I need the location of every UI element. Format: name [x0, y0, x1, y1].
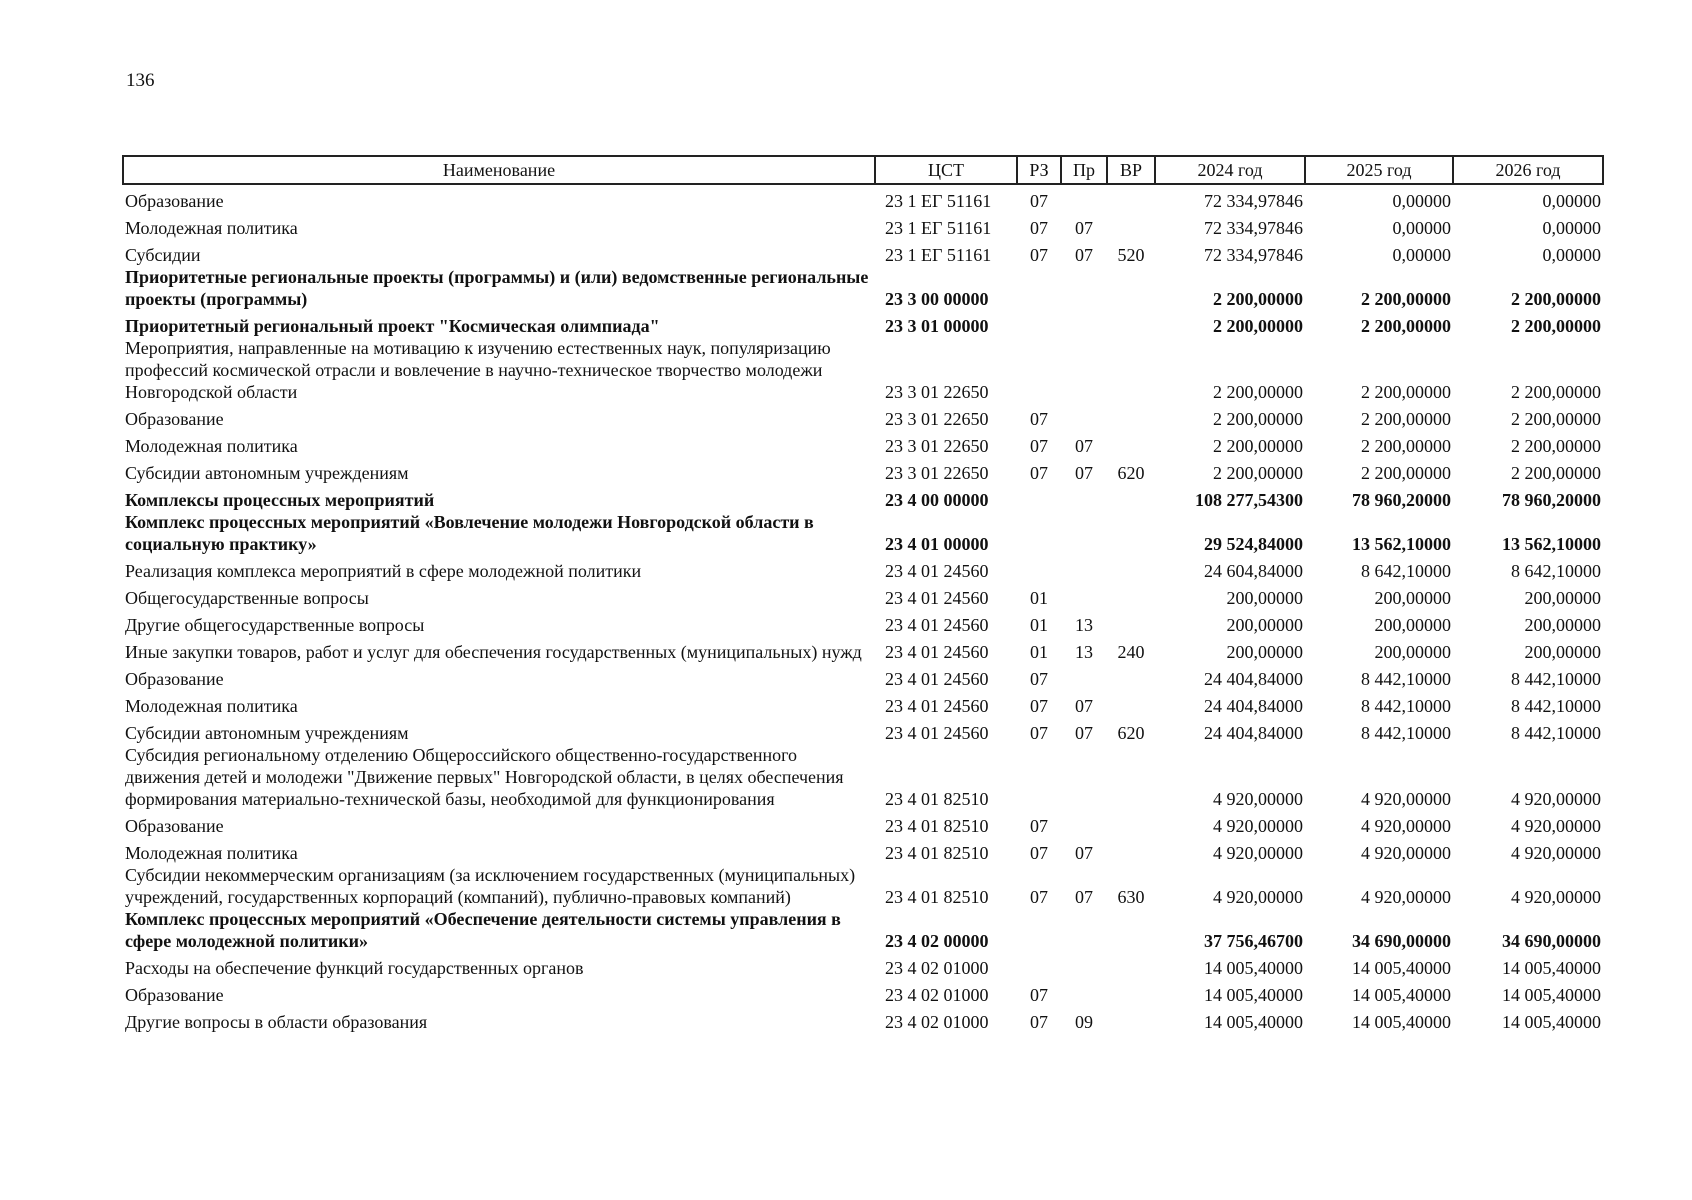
row-vr: [1107, 952, 1155, 979]
row-value-2024: 72 334,97846: [1204, 245, 1303, 265]
row-value-2026: 14 005,40000: [1502, 1012, 1601, 1032]
row-name: Молодежная политика: [125, 696, 298, 716]
row-vr: [1107, 690, 1155, 717]
row-name: Другие общегосударственные вопросы: [125, 615, 425, 635]
row-cst: 23 4 02 00000: [885, 931, 989, 951]
row-pr: [1061, 744, 1107, 810]
row-cst: 23 4 01 24560: [885, 588, 989, 608]
row-value-2026: 8 442,10000: [1511, 669, 1601, 689]
row-value-2025: 4 920,00000: [1361, 789, 1451, 809]
row-cst: 23 4 01 24560: [885, 642, 989, 662]
row-cst: 23 4 01 24560: [885, 696, 989, 716]
row-cst: 23 4 01 82510: [885, 843, 989, 863]
row-value-2026: 2 200,00000: [1511, 316, 1601, 336]
row-name: Реализация комплекса мероприятий в сфере молодежной политики: [125, 561, 642, 581]
header-cst: ЦСТ: [875, 156, 1017, 184]
row-pr: [1061, 511, 1107, 555]
row-value-2025: 0,00000: [1392, 191, 1451, 211]
row-name: Молодежная политика: [125, 843, 298, 863]
row-rz: 07: [1030, 1012, 1048, 1032]
row-value-2024: 4 920,00000: [1213, 816, 1303, 836]
row-pr: 13: [1075, 642, 1093, 662]
row-value-2025: 4 920,00000: [1361, 887, 1451, 907]
table-row: [123, 979, 1603, 1006]
table-row: [123, 212, 1603, 239]
row-pr: [1061, 582, 1107, 609]
table-row: [123, 457, 1603, 484]
row-value-2024: 2 200,00000: [1213, 382, 1303, 402]
table-row: [123, 717, 1603, 744]
row-name: Субсидии некоммерческим организациям (за исключением государственных (муниципальных) учреждений, государственных корпораций (компаний), публично-правовых компаний): [125, 865, 856, 907]
row-pr: 13: [1075, 615, 1093, 635]
row-cst: 23 4 01 24560: [885, 615, 989, 635]
row-name: Приоритетный региональный проект "Космическая олимпиада": [125, 316, 660, 336]
row-value-2024: 72 334,97846: [1204, 218, 1303, 238]
table-row: [123, 837, 1603, 864]
row-cst: 23 1 ЕГ 51161: [885, 218, 992, 238]
header-2026: 2026 год: [1453, 156, 1603, 184]
row-pr: 07: [1075, 436, 1093, 456]
row-rz: [1017, 511, 1061, 555]
row-value-2025: 2 200,00000: [1361, 382, 1451, 402]
row-pr: [1061, 484, 1107, 511]
row-rz: 07: [1030, 843, 1048, 863]
table-header-row: [123, 156, 1603, 184]
row-pr: 07: [1075, 843, 1093, 863]
row-value-2025: 8 442,10000: [1361, 723, 1451, 743]
row-value-2025: 4 920,00000: [1361, 843, 1451, 863]
row-rz: [1017, 744, 1061, 810]
row-cst: 23 3 01 00000: [885, 316, 989, 336]
table-row: [123, 810, 1603, 837]
table-body: [123, 184, 1603, 1033]
table-row: [123, 744, 1603, 810]
row-rz: [1017, 908, 1061, 952]
header-rz: РЗ: [1017, 156, 1061, 184]
row-value-2024: 24 604,84000: [1204, 561, 1303, 581]
row-rz: 07: [1030, 463, 1048, 483]
row-value-2026: 13 562,10000: [1502, 534, 1601, 554]
row-vr: [1107, 609, 1155, 636]
row-vr: [1107, 979, 1155, 1006]
row-value-2024: 200,00000: [1226, 615, 1303, 635]
row-pr: [1061, 310, 1107, 337]
row-value-2025: 78 960,20000: [1352, 490, 1451, 510]
row-name: Мероприятия, направленные на мотивацию к изучению естественных наук, популяризацию профессий космической отрасли и вовлечение в научно-техническое творчество молодежи Новгородской области: [125, 338, 831, 402]
row-rz: 07: [1030, 985, 1048, 1005]
row-pr: 07: [1075, 245, 1093, 265]
row-value-2025: 200,00000: [1374, 615, 1451, 635]
header-pr: Пр: [1061, 156, 1107, 184]
row-vr: 630: [1117, 887, 1145, 907]
page-number: 136: [126, 70, 155, 91]
row-value-2026: 0,00000: [1542, 191, 1601, 211]
table-row: [123, 266, 1603, 310]
row-value-2025: 200,00000: [1374, 642, 1451, 662]
header-2025: 2025 год: [1305, 156, 1453, 184]
row-cst: 23 3 01 22650: [885, 382, 989, 402]
row-value-2024: 4 920,00000: [1213, 887, 1303, 907]
table-row: [123, 239, 1603, 266]
row-cst: 23 3 01 22650: [885, 409, 989, 429]
row-value-2024: 2 200,00000: [1213, 463, 1303, 483]
row-value-2025: 2 200,00000: [1361, 316, 1451, 336]
row-rz: 07: [1030, 436, 1048, 456]
row-pr: [1061, 979, 1107, 1006]
row-vr: [1107, 582, 1155, 609]
row-value-2025: 13 562,10000: [1352, 534, 1451, 554]
row-rz: 07: [1030, 816, 1048, 836]
row-name: Комплекс процессных мероприятий «Вовлечение молодежи Новгородской области в социальную практику»: [125, 512, 814, 554]
row-value-2026: 78 960,20000: [1502, 490, 1601, 510]
row-vr: [1107, 184, 1155, 212]
row-rz: 07: [1030, 723, 1048, 743]
row-pr: 07: [1075, 218, 1093, 238]
row-vr: [1107, 310, 1155, 337]
row-rz: 07: [1030, 696, 1048, 716]
row-value-2026: 4 920,00000: [1511, 887, 1601, 907]
row-cst: 23 4 01 24560: [885, 561, 989, 581]
row-value-2026: 200,00000: [1524, 588, 1601, 608]
row-cst: 23 4 01 82510: [885, 789, 989, 809]
row-vr: [1107, 511, 1155, 555]
row-pr: 09: [1075, 1012, 1093, 1032]
row-pr: 07: [1075, 696, 1093, 716]
row-name: Образование: [125, 669, 224, 689]
row-rz: 07: [1030, 245, 1048, 265]
row-name: Образование: [125, 191, 224, 211]
row-name: Общегосударственные вопросы: [125, 588, 369, 608]
row-value-2026: 34 690,00000: [1502, 931, 1601, 951]
row-value-2026: 4 920,00000: [1511, 816, 1601, 836]
row-value-2025: 4 920,00000: [1361, 816, 1451, 836]
row-vr: [1107, 403, 1155, 430]
row-rz: 07: [1030, 218, 1048, 238]
row-rz: 07: [1030, 409, 1048, 429]
table-row: [123, 864, 1603, 908]
row-vr: [1107, 430, 1155, 457]
row-vr: 620: [1117, 463, 1145, 483]
table-row: [123, 403, 1603, 430]
table-row: [123, 484, 1603, 511]
budget-table: [122, 155, 1604, 1033]
row-name: Другие вопросы в области образования: [125, 1012, 428, 1032]
row-value-2026: 4 920,00000: [1511, 789, 1601, 809]
row-pr: [1061, 810, 1107, 837]
row-cst: 23 4 02 01000: [885, 958, 989, 978]
row-value-2026: 0,00000: [1542, 245, 1601, 265]
row-rz: [1017, 337, 1061, 403]
row-value-2024: 2 200,00000: [1213, 289, 1303, 309]
row-value-2024: 14 005,40000: [1204, 958, 1303, 978]
row-pr: 07: [1075, 463, 1093, 483]
row-value-2026: 8 442,10000: [1511, 723, 1601, 743]
row-vr: 240: [1117, 642, 1145, 662]
row-name: Молодежная политика: [125, 436, 298, 456]
row-vr: [1107, 484, 1155, 511]
row-value-2024: 2 200,00000: [1213, 436, 1303, 456]
row-value-2026: 200,00000: [1524, 615, 1601, 635]
row-value-2026: 14 005,40000: [1502, 985, 1601, 1005]
row-pr: [1061, 952, 1107, 979]
table-row: [123, 555, 1603, 582]
row-pr: [1061, 663, 1107, 690]
row-cst: 23 1 ЕГ 51161: [885, 191, 992, 211]
row-value-2024: 14 005,40000: [1204, 1012, 1303, 1032]
row-cst: 23 4 01 82510: [885, 887, 989, 907]
row-rz: 01: [1030, 615, 1048, 635]
row-value-2026: 2 200,00000: [1511, 289, 1601, 309]
row-pr: [1061, 403, 1107, 430]
row-value-2024: 29 524,84000: [1204, 534, 1303, 554]
row-rz: 07: [1030, 669, 1048, 689]
table-row: [123, 511, 1603, 555]
row-rz: [1017, 310, 1061, 337]
row-value-2025: 8 442,10000: [1361, 696, 1451, 716]
row-pr: [1061, 184, 1107, 212]
row-vr: [1107, 266, 1155, 310]
row-vr: [1107, 337, 1155, 403]
table-row: [123, 582, 1603, 609]
row-pr: 07: [1075, 887, 1093, 907]
header-name: Наименование: [123, 156, 875, 184]
row-value-2025: 0,00000: [1392, 245, 1451, 265]
row-value-2024: 37 756,46700: [1204, 931, 1303, 951]
row-value-2024: 2 200,00000: [1213, 409, 1303, 429]
row-pr: [1061, 266, 1107, 310]
row-value-2024: 24 404,84000: [1204, 696, 1303, 716]
row-value-2025: 2 200,00000: [1361, 463, 1451, 483]
row-value-2024: 200,00000: [1226, 588, 1303, 608]
row-value-2024: 14 005,40000: [1204, 985, 1303, 1005]
row-value-2024: 108 277,54300: [1195, 490, 1303, 510]
table-row: [123, 1006, 1603, 1033]
row-cst: 23 3 01 22650: [885, 463, 989, 483]
row-name: Образование: [125, 816, 224, 836]
row-vr: [1107, 212, 1155, 239]
row-pr: 07: [1075, 723, 1093, 743]
row-name: Субсидии: [125, 245, 201, 265]
row-value-2025: 14 005,40000: [1352, 985, 1451, 1005]
row-rz: 01: [1030, 588, 1048, 608]
row-value-2026: 0,00000: [1542, 218, 1601, 238]
row-value-2024: 4 920,00000: [1213, 789, 1303, 809]
row-vr: [1107, 555, 1155, 582]
row-name: Субсидии автономным учреждениям: [125, 723, 409, 743]
row-name: Молодежная политика: [125, 218, 298, 238]
row-rz: [1017, 484, 1061, 511]
table-row: [123, 636, 1603, 663]
row-name: Субсидии автономным учреждениям: [125, 463, 409, 483]
row-cst: 23 4 01 24560: [885, 723, 989, 743]
row-value-2025: 8 442,10000: [1361, 669, 1451, 689]
row-vr: [1107, 810, 1155, 837]
row-cst: 23 4 02 01000: [885, 985, 989, 1005]
table-row: [123, 430, 1603, 457]
row-cst: 23 3 01 22650: [885, 436, 989, 456]
row-rz: [1017, 952, 1061, 979]
header-2024: 2024 год: [1155, 156, 1305, 184]
row-vr: [1107, 908, 1155, 952]
row-cst: 23 4 02 01000: [885, 1012, 989, 1032]
row-name: Иные закупки товаров, работ и услуг для обеспечения государственных (муниципальных) нужд: [125, 642, 862, 662]
row-value-2025: 2 200,00000: [1361, 409, 1451, 429]
table-row: [123, 663, 1603, 690]
row-value-2025: 200,00000: [1374, 588, 1451, 608]
row-rz: 07: [1030, 191, 1048, 211]
row-vr: [1107, 837, 1155, 864]
row-value-2024: 24 404,84000: [1204, 669, 1303, 689]
row-value-2025: 0,00000: [1392, 218, 1451, 238]
table-row: [123, 690, 1603, 717]
row-name: Комплексы процессных мероприятий: [125, 490, 435, 510]
row-pr: [1061, 337, 1107, 403]
table-row: [123, 337, 1603, 403]
row-value-2026: 200,00000: [1524, 642, 1601, 662]
table-row: [123, 609, 1603, 636]
row-rz: [1017, 266, 1061, 310]
row-value-2026: 14 005,40000: [1502, 958, 1601, 978]
row-name: Приоритетные региональные проекты (программы) и (или) ведомственные региональные проекты (программы): [125, 267, 869, 309]
row-name: Субсидия региональному отделению Общероссийского общественно-государственного движения детей и молодежи "Движение первых" Новгородской области, в целях обеспечения формирования материально-технической базы, необходимой для функционирования: [125, 745, 844, 809]
row-cst: 23 4 00 00000: [885, 490, 989, 510]
row-vr: [1107, 744, 1155, 810]
row-vr: 520: [1117, 245, 1145, 265]
header-vr: ВР: [1107, 156, 1155, 184]
row-cst: 23 4 01 24560: [885, 669, 989, 689]
row-value-2026: 8 642,10000: [1511, 561, 1601, 581]
row-cst: 23 1 ЕГ 51161: [885, 245, 992, 265]
row-value-2026: 2 200,00000: [1511, 382, 1601, 402]
row-value-2024: 2 200,00000: [1213, 316, 1303, 336]
row-value-2025: 2 200,00000: [1361, 289, 1451, 309]
row-vr: [1107, 1006, 1155, 1033]
row-pr: [1061, 555, 1107, 582]
row-vr: [1107, 663, 1155, 690]
row-name: Расходы на обеспечение функций государственных органов: [125, 958, 584, 978]
row-value-2026: 2 200,00000: [1511, 463, 1601, 483]
table-row: [123, 310, 1603, 337]
row-value-2024: 24 404,84000: [1204, 723, 1303, 743]
row-rz: 07: [1030, 887, 1048, 907]
row-rz: [1017, 555, 1061, 582]
row-value-2025: 2 200,00000: [1361, 436, 1451, 456]
row-value-2026: 4 920,00000: [1511, 843, 1601, 863]
row-value-2024: 200,00000: [1226, 642, 1303, 662]
row-name: Образование: [125, 985, 224, 1005]
table-row: [123, 184, 1603, 212]
row-value-2025: 8 642,10000: [1361, 561, 1451, 581]
row-value-2025: 34 690,00000: [1352, 931, 1451, 951]
row-vr: 620: [1117, 723, 1145, 743]
row-value-2025: 14 005,40000: [1352, 1012, 1451, 1032]
row-value-2024: 72 334,97846: [1204, 191, 1303, 211]
table-row: [123, 908, 1603, 952]
row-cst: 23 4 01 00000: [885, 534, 989, 554]
row-value-2026: 2 200,00000: [1511, 436, 1601, 456]
row-value-2026: 8 442,10000: [1511, 696, 1601, 716]
row-rz: 01: [1030, 642, 1048, 662]
row-value-2024: 4 920,00000: [1213, 843, 1303, 863]
row-pr: [1061, 908, 1107, 952]
table-row: [123, 952, 1603, 979]
row-value-2025: 14 005,40000: [1352, 958, 1451, 978]
row-value-2026: 2 200,00000: [1511, 409, 1601, 429]
row-cst: 23 4 01 82510: [885, 816, 989, 836]
row-name: Комплекс процессных мероприятий «Обеспечение деятельности системы управления в сфере молодежной политики»: [125, 909, 841, 951]
row-name: Образование: [125, 409, 224, 429]
row-cst: 23 3 00 00000: [885, 289, 989, 309]
